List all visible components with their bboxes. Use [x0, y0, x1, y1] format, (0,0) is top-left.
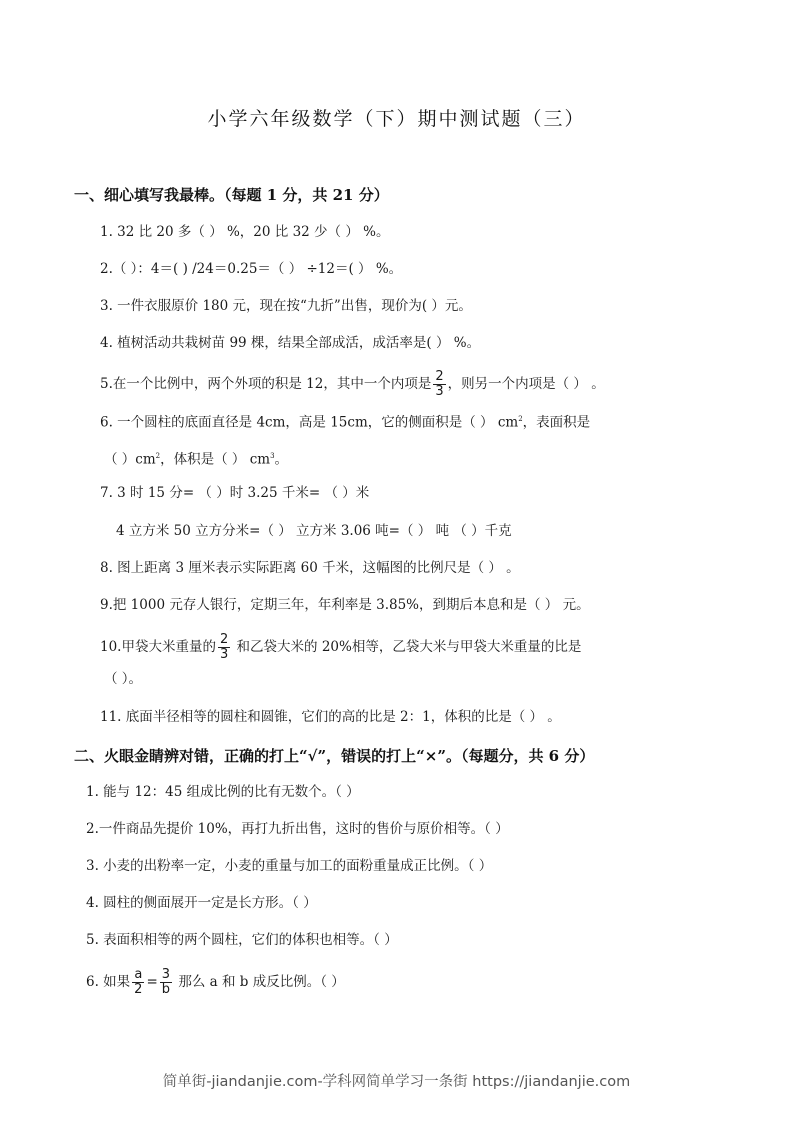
question-2-2: 2.一件商品先提价 10%，再打九折出售，这时的售价与原价相等。（ ）	[86, 821, 509, 837]
fraction-3-over-b	[160, 968, 172, 997]
fraction-denominator: 3	[219, 647, 229, 662]
fraction-numerator: 2	[435, 369, 444, 384]
question-1-4: 4. 植树活动共栽树苗 99 棵，结果全部成活，成活率是( ） %。	[100, 335, 481, 351]
fraction-denominator: 3	[435, 384, 444, 399]
question-1-6-cont	[104, 446, 288, 470]
fraction-numerator: a	[132, 968, 144, 983]
superscript: 2	[155, 452, 161, 460]
question-1-1: 1. 32 比 20 多（ ） %，20 比 32 少（ ） %。	[100, 224, 390, 240]
footer-watermark: 简单街-jiandanjie.com-学科网简单学习一条街 https://jiandanjie.com	[162, 1074, 631, 1090]
equals-sign: =	[146, 974, 158, 990]
question-text: ，体积是（ ） cm	[160, 451, 271, 468]
question-1-8: 8. 图上距离 3 厘米表示实际距离 60 千米，这幅图的比例尺是（ ） 。	[100, 560, 520, 576]
fraction-a-over-2	[132, 968, 144, 997]
question-text: 5.在一个比例中，两个外项的积是 12，其中一个内项是	[100, 376, 432, 392]
question-text: ，则另一个内项是（ ） 。	[447, 376, 605, 392]
question-2-6	[86, 968, 345, 997]
page-title: 小学六年级数学（下）期中测试题（三）	[207, 108, 586, 130]
fraction-numerator: 2	[219, 632, 229, 647]
question-1-3: 3. 一件衣服原价 180 元，现在按“九折”出售，现价为( ）元。	[100, 298, 472, 314]
question-1-7: 7. 3 时 15 分= （ ）时 3.25 千米= （ ）米	[100, 485, 370, 501]
question-text: 6. 如果	[86, 974, 131, 990]
question-1-10	[100, 633, 581, 662]
fraction-denominator: 2	[134, 982, 143, 997]
question-1-2: 2.（ ）：4＝( ) /24＝0.25＝（ ） ÷12＝( ） %。	[100, 261, 403, 277]
question-text: 那么 a 和 b 成反比例。（ ）	[174, 974, 345, 990]
question-text: （ ）cm	[104, 451, 156, 468]
question-1-10-cont: （ ）。	[104, 671, 143, 687]
question-2-3: 3. 小麦的出粉率一定，小麦的重量与加工的面粉重量成正比例。（ ）	[86, 858, 493, 874]
fraction-two-thirds	[218, 633, 230, 662]
superscript: 2	[518, 415, 523, 423]
question-1-9: 9.把 1000 元存人银行，定期三年，年利率是 3.85%，到期后本息和是（ ） 元。	[100, 597, 590, 613]
question-2-5: 5. 表面积相等的两个圆柱，它们的体积也相等。（ ）	[86, 932, 398, 948]
question-text: 和乙袋大米的 20%相等，乙袋大米与甲袋大米重量的比是	[232, 639, 582, 655]
fraction-two-thirds	[433, 370, 445, 399]
question-text: 。	[274, 451, 289, 468]
question-2-1: 1. 能与 12：45 组成比例的比有无数个。（ ）	[86, 784, 360, 800]
question-1-6	[100, 409, 590, 433]
question-text: 6. 一个圆柱的底面直径是 4cm，高是 15cm，它的侧面积是（ ） cm	[100, 414, 519, 431]
question-1-5	[100, 370, 605, 399]
superscript: 3	[270, 452, 275, 460]
section-2-heading: 二、火眼金睛辨对错，正确的打上“√”，错误的打上“×”。（每题分，共 6 分）	[74, 747, 595, 765]
fraction-denominator: b	[161, 982, 171, 997]
question-text: ，表面积是	[522, 414, 591, 431]
section-1-heading: 一、细心填写我最棒。（每题 1 分，共 21 分）	[74, 186, 389, 204]
fraction-numerator: 3	[161, 967, 171, 982]
question-1-7-cont: 4 立方米 50 立方分米=（ ） 立方米 3.06 吨=（ ） 吨 （ ）千克	[116, 523, 512, 539]
question-text: 10.甲袋大米重量的	[100, 639, 216, 655]
question-2-4: 4. 圆柱的侧面展开一定是长方形。（ ）	[86, 895, 317, 911]
question-1-11: 11. 底面半径相等的圆柱和圆锥，它们的高的比是 2：1，体积的比是（ ） 。	[100, 709, 561, 725]
